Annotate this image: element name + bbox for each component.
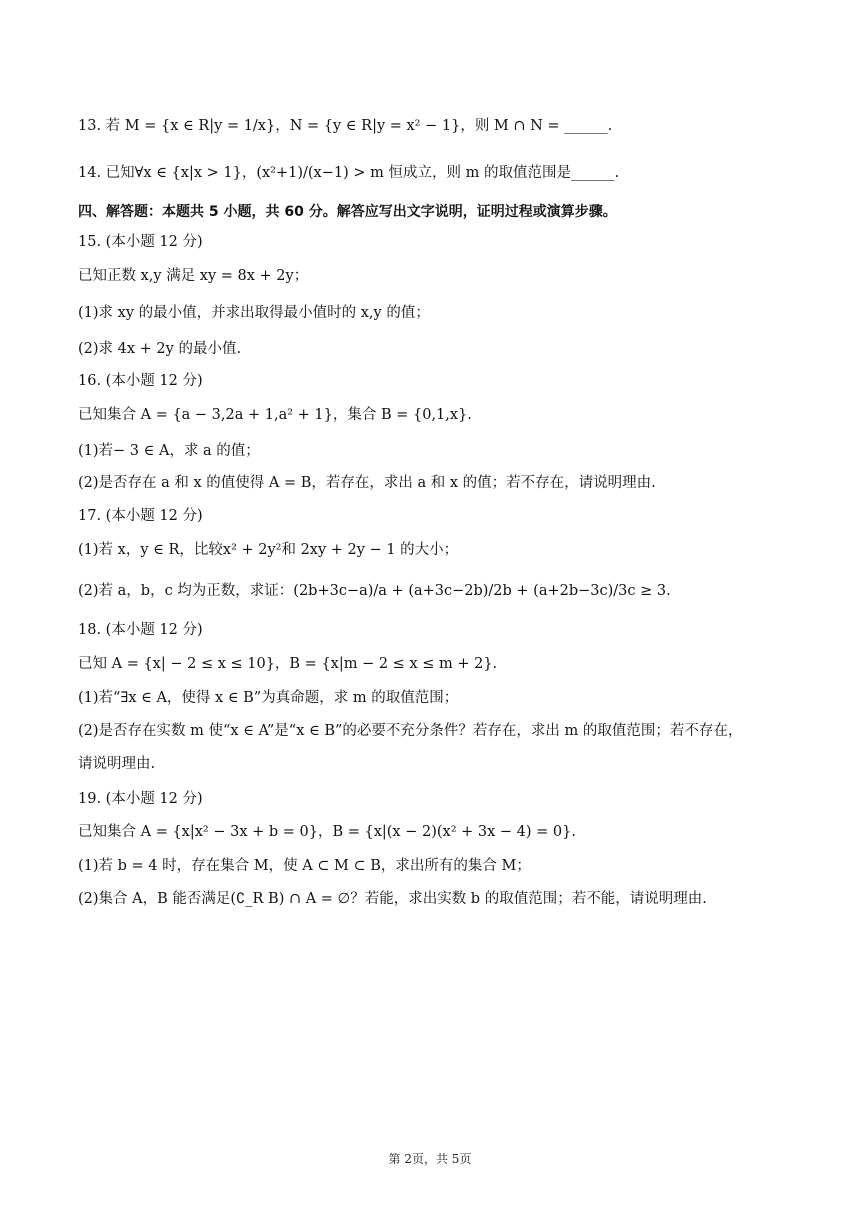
question-16-part1: (1)若− 3 ∈ A，求 a 的值；: [78, 443, 260, 459]
question-15-stem: 已知正数 x,y 满足 xy = 8x + 2y；: [78, 268, 309, 284]
question-17-part1: (1)若 x，y ∈ R，比较x² + 2y²和 2xy + 2y − 1 的大小；: [78, 542, 459, 558]
question-19-part1: (1)若 b = 4 时，存在集合 M，使 A ⊂ M ⊂ B，求出所有的集合 M；: [78, 858, 531, 874]
question-13: 13. 若 M = {x ∈ R|y = 1/x}，N = {y ∈ R|y = x² − 1}，则 M ∩ N = ______.: [78, 118, 613, 134]
question-17-part2: (2)若 a，b，c 均为正数，求证：(2b+3c−a)/a + (a+3c−2b)/2b + (a+2b−3c)/3c ≥ 3.: [78, 583, 671, 599]
question-19-head: 19. (本小题 12 分): [78, 791, 203, 807]
question-18-part2: (2)是否存在实数 m 使“x ∈ A”是“x ∈ B”的必要不充分条件？若存在，求出 m 的取值范围；若不存在，: [78, 723, 743, 739]
question-18-part1: (1)若“∃x ∈ A，使得 x ∈ B”为真命题，求 m 的取值范围；: [78, 690, 459, 706]
question-15-part1: (1)求 xy 的最小值，并求出取得最小值时的 x,y 的值；: [78, 305, 430, 321]
question-18-stem: 已知 A = {x| − 2 ≤ x ≤ 10}，B = {x|m − 2 ≤ x ≤ m + 2}.: [78, 656, 498, 672]
question-14: 14. 已知∀x ∈ {x|x > 1}，(x²+1)/(x−1) > m 恒成立，则 m 的取值范围是______.: [78, 165, 620, 181]
question-16-head: 16. (本小题 12 分): [78, 373, 203, 389]
section-heading: 四、解答题：本题共 5 小题，共 60 分。解答应写出文字说明，证明过程或演算步骤。: [78, 204, 617, 220]
question-15-head: 15. (本小题 12 分): [78, 234, 203, 250]
page-footer: 第 2页，共 5页: [388, 1152, 472, 1166]
question-19-part2: (2)集合 A，B 能否满足(∁_R B) ∩ A = ∅？若能，求出实数 b 的取值范围；若不能，请说明理由.: [78, 891, 707, 907]
question-15-part2: (2)求 4x + 2y 的最小值.: [78, 341, 242, 357]
question-19-stem: 已知集合 A = {x|x² − 3x + b = 0}，B = {x|(x − 2)(x² + 3x − 4) = 0}.: [78, 824, 576, 840]
question-16-part2: (2)是否存在 a 和 x 的值使得 A = B，若存在，求出 a 和 x 的值；若不存在，请说明理由.: [78, 475, 656, 491]
question-18-head: 18. (本小题 12 分): [78, 622, 203, 638]
question-17-head: 17. (本小题 12 分): [78, 508, 203, 524]
question-18-part2-cont: 请说明理由.: [78, 756, 156, 772]
question-16-stem: 已知集合 A = {a − 3,2a + 1,a² + 1}，集合 B = {0,1,x}.: [78, 407, 472, 423]
